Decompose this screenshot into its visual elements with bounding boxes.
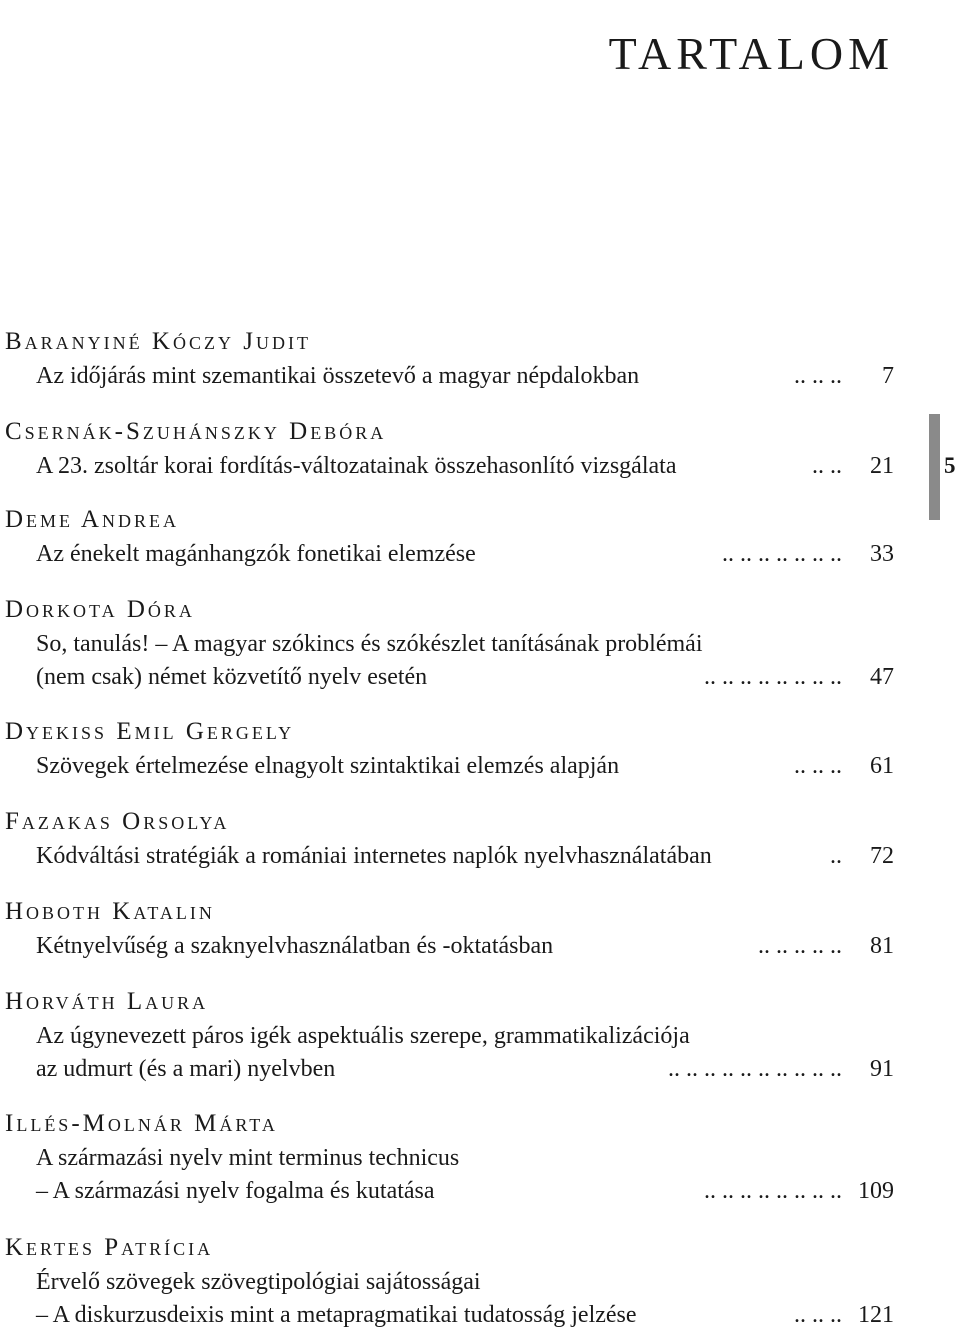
article-title: az udmurt (és a mari) nyelvben	[36, 1056, 336, 1082]
page-ref: 81	[870, 933, 894, 959]
author-name: Dorkota Dóra	[5, 596, 195, 623]
dot-leader: .. ..	[812, 453, 842, 479]
article-title: Szövegek értelmezése elnagyolt szintaktikai elemzés alapján	[36, 753, 620, 779]
page-ref: 72	[870, 843, 894, 869]
page-ref: 121	[858, 1302, 894, 1328]
dot-leader: .. .. ..	[794, 1302, 842, 1328]
article-title: Az időjárás mint szemantikai összetevő a magyar népdalokban	[36, 363, 640, 389]
article-title: Kódváltási stratégiák a romániai internetes naplók nyelvhasználatában	[36, 843, 712, 869]
page-ref: 61	[870, 753, 894, 779]
author-name: Kertes Patrícia	[5, 1234, 214, 1261]
page-ref: 33	[870, 541, 894, 567]
author-name: Deme Andrea	[5, 506, 179, 533]
thumb-index-tab	[929, 414, 940, 520]
article-title: – A származási nyelv fogalma és kutatása	[36, 1178, 435, 1204]
author-name: Csernák-Szuhánszky Debóra	[5, 418, 387, 445]
dot-leader: .. .. ..	[794, 753, 842, 779]
page-ref: 21	[870, 453, 894, 479]
author-name: Dyekiss Emil Gergely	[5, 718, 295, 745]
article-title: So, tanulás! – A magyar szókincs és szókészlet tanításának problémái	[36, 631, 703, 657]
article-title: Kétnyelvűség a szaknyelvhasználatban és -oktatásban	[36, 933, 554, 959]
page-ref: 47	[870, 664, 894, 690]
dot-leader: .. .. .. .. .. .. .. ..	[704, 664, 842, 690]
dot-leader: .. .. .. .. .. .. ..	[722, 541, 842, 567]
author-name: Baranyiné Kóczy Judit	[5, 328, 311, 355]
author-name: Horváth Laura	[5, 988, 209, 1015]
page-ref: 91	[870, 1056, 894, 1082]
author-name: Hoboth Katalin	[5, 898, 215, 925]
article-title: Érvelő szövegek szövegtipológiai sajátosságai	[36, 1269, 481, 1295]
article-title: A származási nyelv mint terminus technicus	[36, 1145, 460, 1171]
author-name: Fazakas Orsolya	[5, 808, 230, 835]
article-title: – A diskurzusdeixis mint a metapragmatikai tudatosság jelzése	[36, 1302, 637, 1328]
dot-leader: .. .. .. .. .. .. .. .. .. ..	[668, 1056, 842, 1082]
dot-leader: .. .. ..	[794, 363, 842, 389]
page-title: TARTALOM	[608, 27, 894, 79]
author-name: Illés-Molnár Márta	[5, 1110, 278, 1137]
article-title: A 23. zsoltár korai fordítás-változatainak összehasonlító vizsgálata	[36, 453, 677, 479]
dot-leader: .. .. .. .. .. .. .. ..	[704, 1178, 842, 1204]
dot-leader: ..	[830, 843, 842, 869]
page-ref: 7	[882, 363, 894, 389]
dot-leader: .. .. .. .. ..	[758, 933, 842, 959]
article-title: (nem csak) német közvetítő nyelv esetén	[36, 664, 428, 690]
article-title: Az énekelt magánhangzók fonetikai elemzése	[36, 541, 476, 567]
page-ref: 109	[858, 1178, 894, 1204]
page-number: 5	[944, 453, 956, 478]
article-title: Az úgynevezett páros igék aspektuális szerepe, grammatikalizációja	[36, 1023, 690, 1049]
